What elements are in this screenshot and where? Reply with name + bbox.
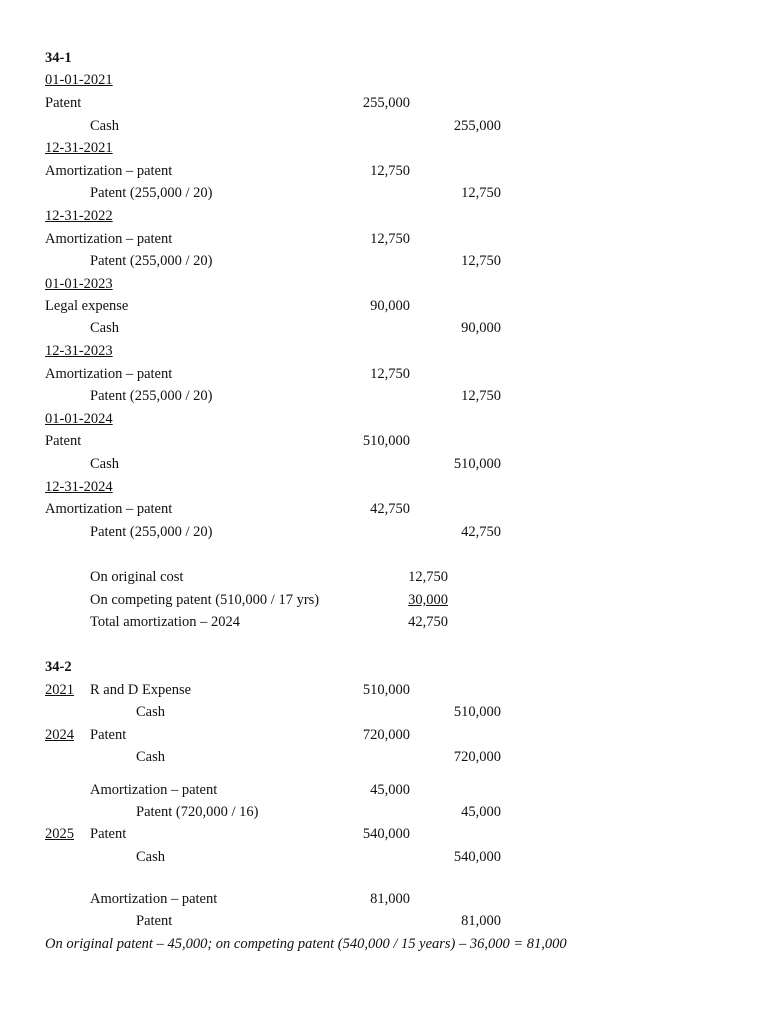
debit-amount: 255,000: [362, 95, 410, 111]
debit-account: Patent: [45, 95, 82, 111]
explanation-note: On original patent – 45,000; on competing patent (540,000 / 15 years) – 36,000 = 81,000: [45, 936, 567, 952]
credit-amount: 42,750: [461, 524, 501, 540]
summary-label: On original cost: [90, 569, 184, 585]
debit-account: Legal expense: [45, 298, 129, 314]
credit-amount: 12,750: [461, 388, 501, 404]
debit-account: Amortization – patent: [90, 782, 218, 798]
debit-amount: 720,000: [362, 727, 410, 743]
debit-account: Amortization – patent: [90, 891, 218, 907]
entry-year: 2025: [45, 826, 74, 842]
debit-amount: 510,000: [362, 433, 410, 449]
credit-amount: 510,000: [453, 704, 501, 720]
debit-account: Amortization – patent: [45, 231, 173, 247]
debit-account: Amortization – patent: [45, 501, 173, 517]
credit-account: Cash: [136, 749, 165, 765]
debit-account: Patent: [90, 727, 127, 743]
credit-account: Patent (255,000 / 20): [90, 185, 213, 201]
credit-account: Patent (255,000 / 20): [90, 388, 213, 404]
summary-amount: 12,750: [408, 569, 448, 585]
debit-account: Patent: [45, 433, 82, 449]
debit-amount: 12,750: [370, 366, 410, 382]
credit-amount: 90,000: [461, 320, 501, 336]
problem-2-heading: 34-2: [45, 659, 72, 675]
debit-amount: 12,750: [370, 231, 410, 247]
credit-amount: 255,000: [453, 118, 501, 134]
credit-account: Cash: [90, 320, 119, 336]
problem-1-heading: 34-1: [45, 50, 72, 66]
debit-amount: 42,750: [370, 501, 410, 517]
credit-account: Cash: [90, 118, 119, 134]
entry-date: 12-31-2021: [45, 140, 113, 156]
debit-amount: 90,000: [370, 298, 410, 314]
summary-label: Total amortization – 2024: [90, 614, 240, 630]
credit-account: Patent (255,000 / 20): [90, 524, 213, 540]
debit-amount: 510,000: [362, 682, 410, 698]
entry-year: 2024: [45, 727, 74, 743]
debit-amount: 540,000: [362, 826, 410, 842]
entry-date: 12-31-2022: [45, 208, 113, 224]
summary-label: On competing patent (510,000 / 17 yrs): [90, 592, 320, 608]
entry-date: 01-01-2024: [45, 411, 113, 427]
entry-date: 01-01-2023: [45, 276, 113, 292]
credit-account: Cash: [136, 849, 165, 865]
credit-amount: 720,000: [453, 749, 501, 765]
entry-date: 01-01-2021: [45, 72, 113, 88]
credit-amount: 45,000: [461, 804, 501, 820]
credit-amount: 12,750: [461, 185, 501, 201]
credit-amount: 540,000: [453, 849, 501, 865]
debit-account: Amortization – patent: [45, 163, 173, 179]
entry-date: 12-31-2024: [45, 479, 113, 495]
credit-account: Patent: [136, 913, 173, 929]
debit-amount: 81,000: [370, 891, 410, 907]
credit-account: Cash: [136, 704, 165, 720]
summary-amount: 42,750: [408, 614, 448, 630]
credit-account: Cash: [90, 456, 119, 472]
debit-amount: 12,750: [370, 163, 410, 179]
debit-amount: 45,000: [370, 782, 410, 798]
credit-amount: 81,000: [461, 913, 501, 929]
summary-amount: 30,000: [408, 592, 448, 608]
entry-year: 2021: [45, 682, 74, 698]
credit-amount: 12,750: [461, 253, 501, 269]
entry-date: 12-31-2023: [45, 343, 113, 359]
credit-account: Patent (720,000 / 16): [136, 804, 259, 820]
credit-account: Patent (255,000 / 20): [90, 253, 213, 269]
debit-account: Patent: [90, 826, 127, 842]
credit-amount: 510,000: [453, 456, 501, 472]
debit-account: Amortization – patent: [45, 366, 173, 382]
debit-account: R and D Expense: [90, 682, 192, 698]
